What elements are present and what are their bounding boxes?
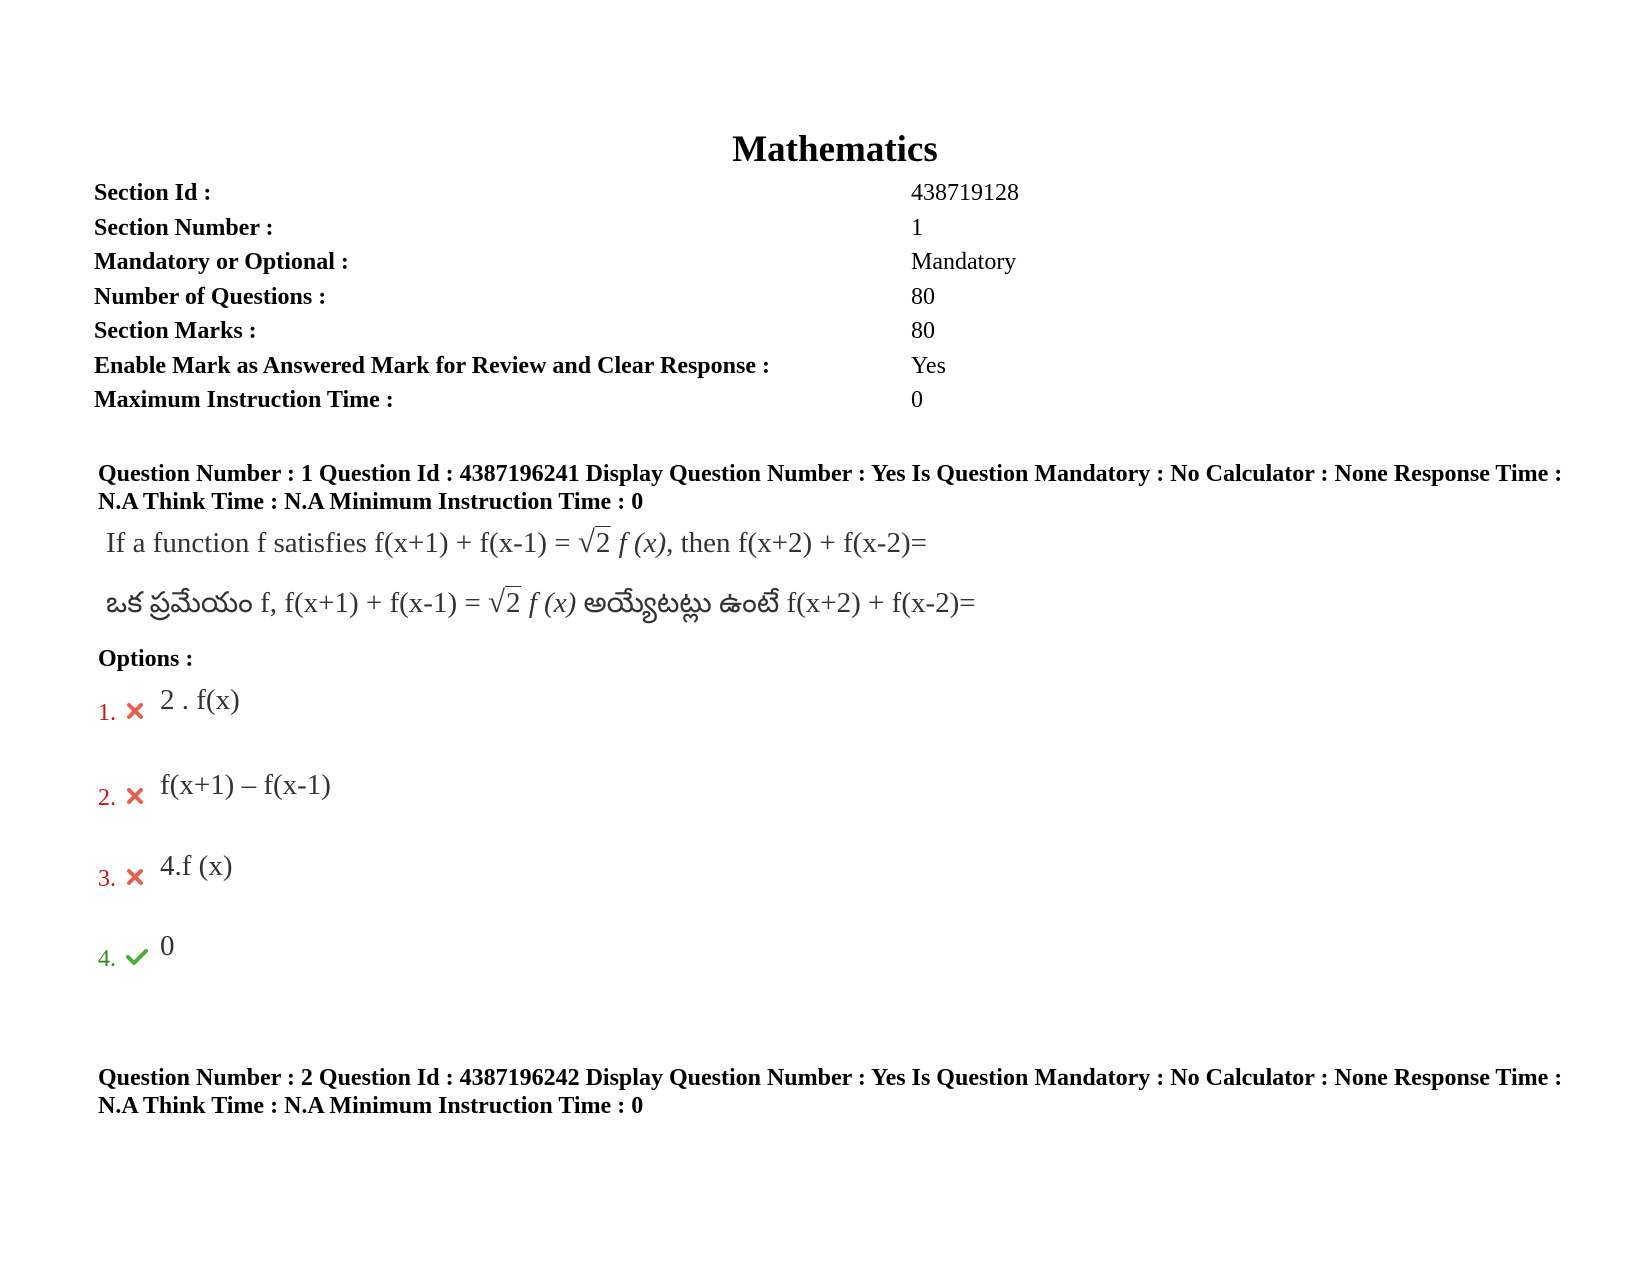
radicand: 2 (595, 527, 611, 559)
info-value: 80 (911, 283, 935, 310)
option-4 (98, 930, 698, 986)
info-label: Number of Questions : (94, 283, 327, 310)
function-expression: f (x) (618, 527, 667, 559)
question-1-meta: Question Number : 1 Question Id : 4387196241 Display Question Number : Yes Is Question Mandatory : No Calculator : None Response Time : N.A Think Time : N.A Minimum Instruction Time : 0 (98, 461, 1563, 515)
info-label: Mandatory or Optional : (94, 249, 349, 275)
question-text-part: ఒక ప్రమేయం f, f(x+1) + f(x-1) = (106, 587, 488, 619)
option-number: 2. (98, 785, 116, 811)
sqrt-symbol: √ (487, 584, 505, 619)
option-number: 1. (98, 700, 116, 726)
function-expression: f (x) (528, 587, 577, 619)
option-text: f(x+1) – f(x-1) (160, 769, 331, 801)
cross-icon (126, 787, 144, 805)
option-1 (98, 684, 698, 738)
info-row-mandatory (94, 245, 1094, 280)
info-value: 80 (911, 318, 935, 344)
info-value: Mandatory (911, 249, 1017, 275)
question-text-part: If a function f satisfies f(x+1) + f(x-1) = (106, 527, 578, 559)
cross-icon (126, 868, 144, 886)
info-label: Enable Mark as Answered Mark for Review and Clear Response : (94, 352, 770, 379)
info-value: 0 (911, 387, 923, 413)
options-label: Options : (98, 646, 194, 672)
info-row-section-id (94, 176, 1094, 211)
question-text-part: అయ్యేటట్లు ఉంటే f(x+2) + f(x-2)= (576, 587, 976, 619)
info-row-enable-mark (94, 349, 1094, 384)
cross-icon (126, 702, 144, 720)
check-icon (126, 948, 148, 966)
info-row-number-of-questions (94, 280, 1094, 315)
info-value: 438719128 (911, 180, 1019, 206)
info-label: Section Id : (94, 180, 212, 206)
question-text-part: , then f(x+2) + f(x-2)= (666, 527, 927, 559)
sqrt-symbol: √ (577, 524, 595, 559)
question-1-text-telugu (106, 584, 976, 627)
info-label: Section Marks : (94, 318, 257, 344)
info-label: Maximum Instruction Time : (94, 387, 394, 413)
page-title: Mathematics (732, 129, 938, 170)
option-text: 0 (160, 930, 175, 962)
info-value: Yes (911, 352, 946, 379)
info-row-section-number (94, 211, 1094, 246)
section-info-table (94, 176, 1094, 418)
option-2 (98, 769, 698, 823)
info-value: 1 (911, 214, 923, 241)
option-number: 4. (98, 946, 116, 972)
info-label: Section Number : (94, 214, 274, 241)
question-2-meta: Question Number : 2 Question Id : 4387196242 Display Question Number : Yes Is Question Mandatory : No Calculator : None Response Time : N.A Think Time : N.A Minimum Instruction Time : 0 (98, 1065, 1563, 1119)
radicand: 2 (505, 587, 521, 619)
option-text: 2 . f(x) (160, 684, 240, 716)
option-number: 3. (98, 866, 116, 892)
question-1-text-english (106, 524, 927, 560)
info-row-max-instruction-time (94, 383, 1094, 418)
option-text: 4.f (x) (160, 850, 233, 882)
option-3 (98, 850, 698, 906)
info-row-section-marks (94, 314, 1094, 349)
